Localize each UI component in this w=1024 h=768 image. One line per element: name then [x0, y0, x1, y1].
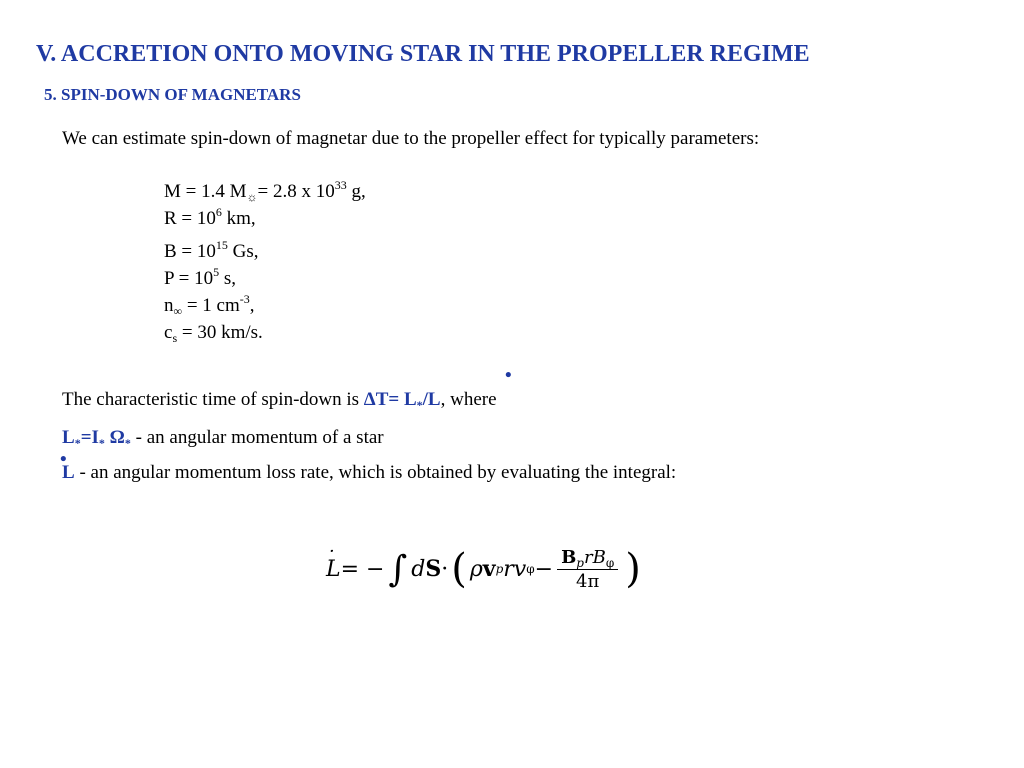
param-radius: $R = 10^6$ km, [164, 205, 256, 229]
ldot-marker: • [505, 365, 512, 386]
param-density: $n_\infty = 1$ $cm^{-3}$, [164, 292, 255, 318]
spin-down-time-line: The characteristic time of spin-down is $\Delta T= L_*/L$, where [62, 389, 497, 412]
intro-text: We can estimate spin-down of magnetar due to the propeller effect for typically parameters: [62, 128, 760, 149]
ldot-marker-2: • [60, 449, 67, 470]
loss-rate-definition: L - an angular momentum loss rate, which is obtained by evaluating the integral: [62, 462, 677, 483]
param-period: $P = 10^5$ s, [164, 265, 236, 289]
integral-formula: · L = − ∫ d S · ( ρ v p r v φ − $\frac{B_prB_\varphi}{4\pi}$ ) [326, 546, 644, 592]
param-sound-speed: $c_s = 30$ km/s. [164, 322, 263, 345]
section-subtitle: 5. SPIN-DOWN OF MAGNETARS [44, 85, 301, 104]
param-field: $B = 10^{15}$ Gs, [164, 238, 259, 262]
delta-t-formula: $\Delta T= L_*/L$ [363, 389, 441, 412]
param-mass: M = 1.4 $M_☼= 2.8$ x $10^{33}$ g, [164, 178, 366, 204]
slide-title: V. ACCRETION ONTO MOVING STAR IN THE PROPELLER REGIME [36, 41, 810, 67]
angular-momentum-definition: $L_*=I_*$ $\Omega_*$ - an angular momentum of a star [62, 427, 384, 450]
